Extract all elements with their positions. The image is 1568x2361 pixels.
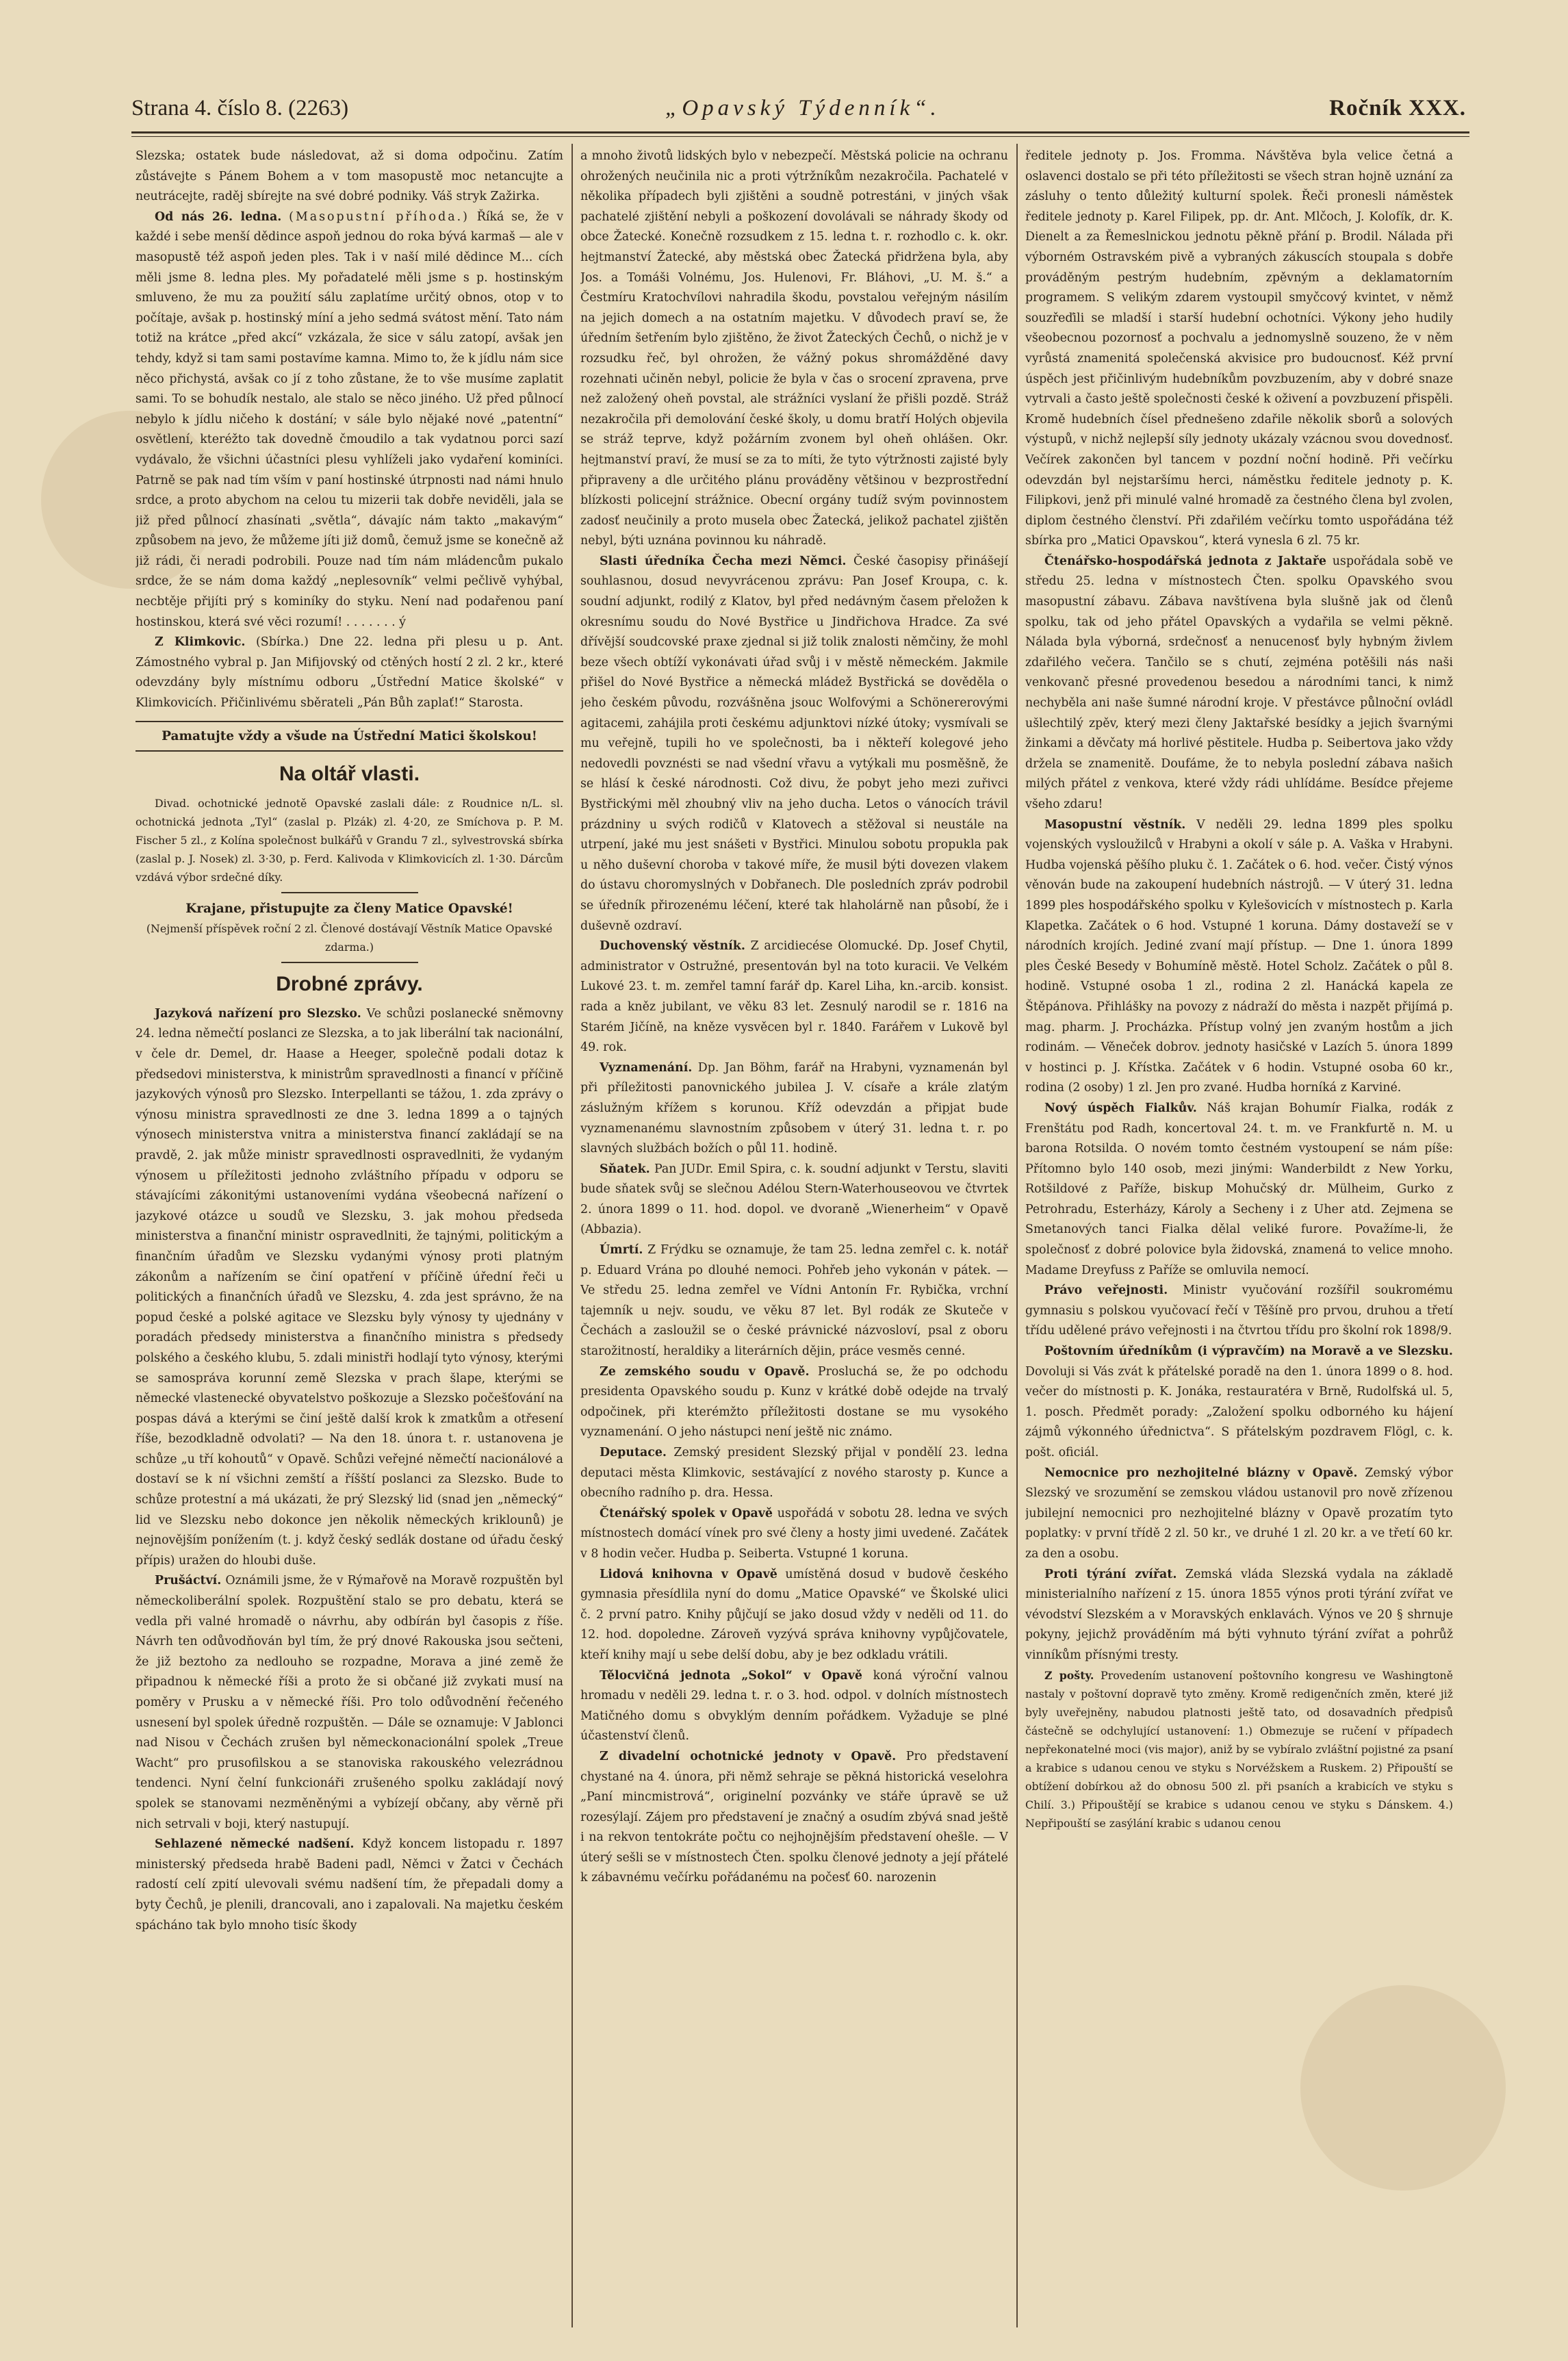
article-body: Pro představení chystané na 4. února, při němž sehraje se pěkná historická veselohra „Paní mincmistrová“, originelní pozvánky ve stáře úpravě se už rozesýlají. Zájem pro představení je značný a osudím zbývá snad ještě i na rekvon tentokráte počtu co nejhojnějším představení ohešle. — V úterý sešli se v místnostech Čten. spolku členové jednoty a její přátelé k zábavnému večírku pořádanému na počesť 60. narozenin	[580, 1749, 1008, 1885]
article-lead: Prušáctví.	[155, 1574, 222, 1588]
article-lead: Duchovenský věstník.	[600, 939, 745, 954]
article-lead: Čtenářský spolek v Opavě	[600, 1506, 773, 1520]
article-body: Říká se, že v každé i sebe menší dědince aspoň jednou do roka bývá karmaš — ale v masopustě též aspoň jeden ples. Tak i v naší milé dědince M... cích měli jsme 8. ledna ples. My pořadatelé měli jsme s p. hostinským smluveno, že mu za použití sálu zaplatíme určitý obnos, otop v to počítaje, avšak p. hostinský míní a jeho sedmá svátost mění. Tato nám totiž na krátce „před akcí“ vzkázala, že sice v sálu zatopí, avšak jen tehdy, když si tam sami postavíme kamna. Mimo to, že k jídlu nám sice něco přichystá, avšak co jí z toho zůstane, že to vše musíme zaplatit sami. To se bohudík nestalo, ale stalo se něco jiného. Už před půlnocí nebylo k jídlu ničeho k dostání; v sále bylo nějaké nové „patentní“ osvětlení, kteréžto tak dovedně čmoudilo a tak vydatnou porci sazí vydávalo, že všichni účastníci plesu vyhlíželi jako vydaření kominíci. Patrně se pak nad tím vším v paní hostinské útrpnosti nad námi hnulo srdce, a proto abychom na celou tu mizerii tak dobře neviděli, jala se již před půlnocí zhasínati „světla“, dávajíc nám takto „makavým“ způsobem na jevo, že můžeme jíti již domů, čemuž jsme se konečně až již rádi, či neradi podrobili. Pouze nad tím nám mládencům pukalo srdce, že se nám doma každý „neplesovník“ velmi pečlivě vyhýbal, necbtěje přijíti prý s kominíky do styku. Není nad podařenou paní hostinskou, která své věci rozumí! . . . . . . . ý	[136, 209, 563, 629]
article-lead: Od nás 26. ledna.	[155, 209, 282, 224]
article-continuation: Slezska; ostatek bude následovat, až si doma odpočinu. Zatím zůstávejte s Pánem Bohem a v tom masopustě moc netancujte a neutrácejte, raděj sbírejte na své dobré podniky. Váš stryk Zažirka.	[136, 149, 563, 204]
header-rule-thin	[131, 136, 1469, 137]
article-lead: Ze zemského soudu v Opavě.	[600, 1364, 810, 1379]
header-rule	[131, 131, 1469, 133]
article-lead: Úmrtí.	[600, 1243, 643, 1258]
newspaper-title: „Opavský Týdenník“.	[665, 96, 940, 120]
article-lead: Deputace.	[600, 1446, 667, 1459]
article-body: Ve schůzi poslanecké sněmovny 24. ledna němečtí poslanci ze Slezska, a to jak liberální tak nacionální, v čele dr. Demel, dr. Haase a Heeger, společně podali dotaz k předsedovi ministerstva, k ministrům spravedlnosti a financí v příčině jazykových výnosů pro Slezsko. Interpellanti se tážou, 1. zda zprávy o výnosu ministra spravedlnosti ze dne 3. ledna 1899 a o tajných výnosech ministerstva vnitra a ministerstva financí zakládají se na pravdě, 2. jak může ministr spravedlnosti ospravedlniti, že vydaným výnosem u příležitosti jednoho zvláštního případu v odporu se stávajícími zákonitými ustanoveními vydána všeobecná nařízení o jazykové otázce u soudů ve Slezsku, 3. jak mohou předseda ministerstva a finanční ministr ospravedlniti, že tajnými, politickým a finančním úřadům ve Slezsku vydanými výnosy proti platným zákonům a nařízením se činí opatření v příčině úřední řeči u politických a finančních úřadů ve Slezsku, 4. zda jest správno, že na popud české a polské agitace ve Slezsku byly výnosy ty ujednány v poradách předsedy ministerstva a finančního ministra s předsedy polského a českého klubu, 5. zdali ministři hodlají tyto výnosy, kterými se samospráva korunní země Slezska v prach šlape, kterými se německé vlastenecké obyvatelstvo poškozuje a Slezsko počešťování na pospas dává a kterými se činí ještě další krok k zmatkům a otřesení říše, bezodkladně odvolati? — Na den 18. února t. r. ustanovena je schůze „u tří kohoutů“ v Opavě. Schůzi veřejné němečtí nacionálové a dostaví se k ní všichni zemští a říšští poslanci za Slezsko. Bude to schůze protestní a má ukázati, že prý Slezský lid (snad jen „německý“ lid ve Slezsku nebo dokonce jen několik německých kriklounů) je nejnovějším ponížením (t. j. když český sedlák dostane od úřadu český přípis) uražen do hloubi duše.	[136, 1006, 563, 1568]
article-duchovensky	[580, 936, 1008, 1058]
article-lead: Sehlazené německé nadšení.	[155, 1837, 355, 1852]
article-pravo	[1025, 1281, 1453, 1342]
article-zemsky-soud	[580, 1362, 1008, 1443]
column-divider	[1016, 144, 1018, 2327]
article-body: Zemský president Slezský přijal v pondělí 23. ledna deputaci města Klimkovic, sestávající z nového starosty p. Kunce a obecního radního p. dra. Hessa.	[580, 1446, 1008, 1501]
divider	[281, 892, 418, 893]
donations-list: Divad. ochotnické jednotě Opavské zaslali dále: z Roudnice n/L. sl. ochotnická jednota „Tyl“ (zaslal p. Plzák) zl. 4·20, ze Smíchova p. P. M. Fischer 5 zl., z Kolína společnost bulkářů v Grandu 7 zl., sylvestrovská sbírka (zaslal p. J. Nosek) zl. 3·30, p. Ferd. Kalivoda v Klimkovicích zl. 1·30. Dárcům vzdává výbor srdečné díky.	[136, 797, 563, 884]
article-knihovna	[580, 1565, 1008, 1666]
page-header	[131, 89, 1466, 130]
article-body: Dp. Jan Böhm, farář na Hrabyni, vyznamenán byl při příležitosti panovnického jubilea J. V. císaře a krále zlatým záslužným křížem s korunou. Kříž odevzdán a připjat bude vyznamenanému slavnostním způsobem v úterý 31. ledna t. r. po slavných službách božích o půl 11. hodině.	[580, 1060, 1008, 1156]
column-divider	[571, 144, 573, 2327]
article-masopustni	[1025, 815, 1453, 1099]
article-od-nas	[136, 207, 563, 633]
section-heading: Na oltář vlasti.	[279, 763, 420, 786]
article-lead: Z Klimkovic.	[155, 635, 246, 650]
article-lead: Poštovním úředníkům (i výpravčím) na Moravě a ve Slezsku.	[1044, 1344, 1453, 1359]
article-lead: Vyznamenání.	[600, 1060, 693, 1075]
article-body: koná výroční valnou hromadu v neděli 29. ledna t. r. o 3. hod. odpol. v dolních místnostech Matičného domu s obvyklým denním pořádkem. Vyžaduje se plné účastenství členů.	[580, 1668, 1008, 1744]
article-lead: Nový úspěch Fialkův.	[1044, 1101, 1197, 1115]
appeal-subtitle: (Nejmenší příspěvek roční 2 zl. Členové dostávají Věstník Matice Opavské zdarma.)	[146, 921, 553, 954]
appeal-title: Krajane, přistupujte za členy Matice Opavské!	[185, 902, 513, 917]
column-3	[1025, 146, 1453, 2323]
article-body: Zemská vláda Slezská vydala na základě ministerialního nařízení z 15. února 1855 výnos proti týrání zvířat ve vévodství Slezském a v Moravských enklavách. Výnos ve 20 § shrnuje pokyny, jejichž prováděním má býti vyhnuto týrání zvířat a pohrůž vinníkům přísnými tresty.	[1025, 1567, 1453, 1662]
article-postovnim	[1025, 1342, 1453, 1464]
article-lead: Proti týrání zvířat.	[1044, 1567, 1177, 1581]
volume-number: Ročník XXX.	[1329, 96, 1466, 120]
article-nadseni	[136, 1835, 563, 1936]
article-lead: Z divadelní ochotnické jednoty v Opavě.	[600, 1749, 897, 1763]
article-sokol	[580, 1666, 1008, 1747]
article-lead: Nemocnice pro nezhojitelné blázny v Opavě.	[1044, 1466, 1358, 1480]
article-continuation: ředitele jednoty p. Jos. Fromma. Návštěva byla velice četná a oslavenci dostalo se při této příležitosti se všech stran hojně uznání za zásluhy o tento důležitý kulturní spolek. Řeči pronesli náměstek ředitele jednoty p. Karel Filipek, pp. dr. Ant. Mlčoch, J. Kolofík, dr. K. Dienelt a za Řemeslnickou jednotu pěkně přání p. Brodil. Nálada při výborném Ostravském pivě a vybraných zákuscích stoupala s dobře prováděným pestrým hudebním, zpěvným a deklamatorním programem. S velikým zdarem vystoupil smyčcový kvintet, v němž souzřeďili se mladší i starší hudební ochotníci. Výkony jeho hudily všeobecnou pozornosť a pochvalu a jednomyslně souzeno, že v něm vyrůstá znamenitá společenská akvisice pro budoucnosť. Kéž první úspěch jest přičinlivým hudebníkům povzbuzením, aby v dobré snaze vytrvali a často ještě společnosti české k oživení a povzbuzení přispěli. Kromě hudebních čísel přednešeno zdařile několik sborů a solových výstupů, v nichž nejlepší síly jednoty ukázaly vzácnou svou dovednosť. Večírek zakončen byl tancem v pozdní noční hodině. Při večírku odevzdán byl nejstaršímu herci, náměstku ředitele jednoty p. K. Filipkovi, jenž při minulé valné hromadě za čestného člena byl zvolen, diplom čestného členství. Při zdařilém večírku tomto uspořádána též sbírka pro „Matici Opavskou“, která vynesla 6 zl. 75 kr.	[1025, 149, 1453, 548]
article-fialka	[1025, 1099, 1453, 1281]
column-2	[580, 146, 1008, 2323]
article-continuation: a mnoho životů lidských bylo v nebezpečí. Městská policie na ochranu ohrožených neučinila nic a proti výtržníkům nezakročila. Pachatelé v několika případech byli zjištěni a soudně potrestáni, v jiných však pachatelé zjištění nebyli a poškození dovolávali se náhrady škody od obce Žatecké. Konečně rozsudkem z 15. ledna t. r. rozhodlo c. k. okr. hejtmanství Žatecké, aby městská obec Žatecká přidržena byla, aby Jos. a Tomáši Volnému, Jos. Hulenovi, Fr. Bláhovi, „U. M. š.“ a Čestmíru Kratochvílovi nahradila škodu, povstalou veřejným násilím na jejich domech a na ostatním majetku. V důvodech praví se, že úředním šetřením bylo zjištěno, že život Žateckých Čechů, o nichž je v rozsudku řeč, byl ohrožen, že vážný pokus shromážděné davy rozehnati učiněn nebyl, policie že byla v čas o srocení zpravena, prve než založený oheň povstal, ale strážníci vyslaní že přišli pozdě. Stráž nezakročila při demolování české školy, u domu bratří Holých objevila se stráž teprve, když požárním zvonem byl oheň ohlášen. Okr. hejtmanství praví, že musí se za to míti, že tyto výtržnosti zajisté byly připraveny a dle určitého plánu prováděny většinou v bezprostřední blízkosti policejní strážnice. Obecní orgány tudíž svým povinnostem zadosť neučinily a proto musela obec Žatecká, jelikož pachatel zjištěn nebyl, býti uznána povinnou ku náhradě.	[580, 149, 1008, 548]
article-nemocnice	[1025, 1464, 1453, 1565]
article-vyznamenani	[580, 1058, 1008, 1160]
article-body: Prosluchá se, že po odchodu presidenta Opavského soudu p. Kunz v krátké době odejde na trvalý odpočinek, při kterémžto příležitosti dostane se mu vysokého vyznamenání. O jeho nástupci není ještě nic známo.	[580, 1364, 1008, 1440]
article-snatek	[580, 1160, 1008, 1240]
article-ctenarsky	[580, 1504, 1008, 1565]
article-lead: Čtenářsko-hospodářská jednota z Jaktaře	[1044, 554, 1326, 568]
article-body: Náš krajan Bohumír Fialka, rodák z Frenštátu pod Radh, koncertoval 24. t. m. ve Frankfurtě n. M. u barona Rotsilda. O novém tomto čestném vystoupení se nám píše: Přítomno bylo 140 osob, mezi jinými: Wanderbildt z New Yorku, Rotšildové z Paříže, biskup Mohučský dr. Mülheim, Gurko z Petrohradu, Esterházy, Károly a Secheny i z Uher atd. Zejmena se Smetanových tanci Fialka dělal veliké furore. Považíme-li, že společnosť z dobré polovice byla židovská, znamená to velice mnoho. Madame Dreyfuss z Paříže se omluvila nemocí.	[1025, 1101, 1453, 1277]
article-lead: Lidová knihovna v Opavě	[600, 1567, 777, 1581]
article-klimkovice	[136, 633, 563, 713]
article-tyrani	[1025, 1565, 1453, 1666]
article-posta	[1025, 1666, 1453, 1833]
article-body: Z Frýdku se oznamuje, že tam 25. ledna zemřel c. k. notář p. Eduard Vrána po dlouhé nemoci. Pohřeb jeho vykonán v pátek. — Ve středu 25. ledna zemřel ve Vídni Antonín Fr. Rybička, vrchní tajemník u nejv. soudu, ve věku 87 let. Byl rodák ze Skuteče v Čechách a zasloužil se o české právnické názvosloví, psal z oboru starožitností, heraldiky a literárních dějin, práce vesměs cenné.	[580, 1243, 1008, 1359]
slogan-box: Pamatujte vždy a všude na Ústřední Matici školskou!	[136, 721, 563, 752]
article-body: Pan JUDr. Emil Spira, c. k. soudní adjunkt v Terstu, slaviti bude sňatek svůj se slečnou Adélou Stern-Waterhouseovou ve čtvrtek 2. února 1899 o 11. hod. dopol. ve dvoraně „Wienerheim“ v Opavě (Abbazia).	[580, 1162, 1008, 1237]
article-umrti	[580, 1240, 1008, 1362]
page-number: Strana 4. číslo 8. (2263)	[131, 96, 349, 120]
article-body: Ministr vyučování rozšířil soukromému gymnasiu s polskou vyučovací řečí v Těšíně pro prvou, druhou a třetí třídu udělené právo veřejnosti i na čtvrtou třídu pro školní rok 1898/9.	[1025, 1284, 1453, 1338]
article-prusactvi	[136, 1571, 563, 1835]
article-lead: Tělocvičná jednota „Sokol“ v Opavě	[600, 1668, 862, 1683]
article-subtitle: (Masopustní příhoda.)	[289, 209, 470, 224]
article-jazykova	[136, 1004, 563, 1572]
section-heading: Drobné zprávy.	[276, 972, 423, 995]
article-body: Provedením ustanovení poštovního kongresu ve Washingtoně nastaly v poštovní dopravě tyto změny. Kromě redigenčních změn, které již byly uveřejněny, nabudou platnosti ještě tato, od dosavadních předpisů částečně se odchylující ustanovení: 1.) Obmezuje se ručení v případech nepřekonatelné moci (vis major), aniž by se vybíralo zvláštní pojistné za psaní a krabice s udanou cenou ve styku s Norvéžskem a Ruskem. 2) Připouští se obtížení dobírkou až do obnosu 500 zl. při psaních a krabicích ve styku s Chilí. 3.) Připouštějí se krabice s udanou cenou ve styku s Dánskem. 4.) Nepřipouští se zasýlání krabic s udanou cenou	[1025, 1668, 1453, 1830]
article-lead: Z pošty.	[1044, 1668, 1094, 1682]
article-body: Oznámili jsme, že v Rýmařově na Moravě rozpuštěn byl německoliberální spolek. Rozpuštění stalo se pro debatu, která se vedla při valné hromadě o návrhu, aby odbírán byl časopis z říše. Návrh ten odůvodňován byl tím, že prý dnové Rakouska jsou sečteni, že již beztoho za nedlouho se rozpadne, Morava a jiné země že připadnou k německé říši a proto že si občané již zvykati musí na poměry v Prusku a v německé říši. Pro tolo odůvodnění řečeného usnesení byl spolek úředně rozpuštěn. — Dále se oznamuje: V Jablonci nad Nisou v Čechách zrušen byl německonacionální spolek „Treue Wacht“ pro prusofilskou a se stanoviska rakouského velezrádnou tendenci. Nyní čelní funkcionáři zrušeného spolku zakládají nový spolek se stanovami nezměněnými a vybízejí občany, aby věrně při nich setrvali v boji, který nastupují.	[136, 1574, 563, 1831]
article-body: uspořádá v sobotu 28. ledna ve svých místnostech domácí vínek pro své členy a hosty jimi uvedené. Začátek v 8 hodin večer. Hudba p. Seiberta. Vstupné 1 koruna.	[580, 1506, 1008, 1561]
divider	[281, 962, 418, 963]
article-jaktar	[1025, 552, 1453, 815]
article-body: Dovoluji si Vás zvát k přátelské poradě na den 1. února 1899 o 8. hod. večer do místnosti p. K. Jonáka, restauratéra v Brně, Rudolfská ul. 5, 1. posch. Předmět porady: „Založení spolku odborného ku hájení zájmů výkonného úřednictva“. S přátelským pozdravem Flögl, c. k. pošt. oficiál.	[1025, 1364, 1453, 1459]
article-lead: Masopustní věstník.	[1044, 817, 1186, 832]
article-lead: Slasti úředníka Čecha mezi Němci.	[600, 554, 847, 568]
article-lead: Právo veřejnosti.	[1044, 1284, 1168, 1298]
article-body: Z arcidiecése Olomucké. Dp. Josef Chytil, administrator v Ostružné, presentován byl na toto kuracii. Ve Velkém Lukové 23. t. m. zemřel tamní farář dp. Karel Liha, kn.-arcib. konsist. rada a kněz jubilant, ve věku 83 let. Zesnulý narodil se r. 1816 na Starém Jičíně, na kněze vysvěcen byl r. 1840. Farářem v Lukově byl 49. rok.	[580, 939, 1008, 1055]
article-lead: Sňatek.	[600, 1162, 650, 1176]
article-body: V neděli 29. ledna 1899 ples spolku vojenských vysloužilců v Hrabyni a okolí v sále p. A. Vaška v Hrabyni. Hudba vojenská pěšího pluku č. 1. Začátek o 6. hod. večer. Čistý výnos věnován bude na zakoupení hudebních nástrojů. — V úterý 31. ledna 1899 ples hospodářského spolku v Kylešovicích v místnostech p. Karla Klapetka. Začátek o 6 hod. Vstupné 1 koruna. Dámy dostaveží se v národních krojích. Jediné zvaní mají přístup. — Dne 1. února 1899 ples České Besedy v Bohumíně městě. Hotel Scholz. Začátek o půl 8. hodině. Vstupné osoba 1 zl., rodina 2 zl. Hanácká kapela ze Štěpánova. Přihlášky na povozy z nádraží do města i nazpět přijímá p. mag. pharm. J. Procházka. Přístup volný jen zvaným hostům a jich rodinám. — Věneček dobrov. jednoty hasičské v Lazích 5. února 1899 v hostinci p. J. Křístka. Začátek v 6 hodin. Vstupné osoba 60 kr., rodina (2 osoby) 1 zl. Jen pro zvané. Hudba horníká z Karviné.	[1025, 817, 1453, 1095]
article-deputace	[580, 1443, 1008, 1504]
column-1	[136, 146, 563, 2323]
article-body: uspořádala sobě ve středu 25. ledna v místnostech Čten. spolku Opavského svou masopustní zábavu. Zábava navštívena byla slušně jak od členů spolku, tak od jeho přátel Opavských a vydařila se velmi pěkně. Nálada byla výborná, srdečnosť a nenucenosť byly hybným živlem zdařilého večera. Tančilo se s chutí, zejména potěšili nás naši venkovanč přesné provedenou besedou a národními tanci, k nimž nechyběla ani naše šumné národní kroje. V přestávce půlnoční ovládl ušlechtilý zpěv, který mezi členy Jaktařské besídky a jejich švarnými žinkami a děvčaty má horlivé pěstitele. Hudba p. Seibertova jako vždy držela se znamenitě. Doufáme, že to nebyla poslední zábava našich milých přátel z venkova, které vždy rádi uhlídáme. Besídce přejeme všeho zdaru!	[1025, 554, 1453, 811]
article-slasti	[580, 552, 1008, 936]
article-body: (Sbírka.) Dne 22. ledna při plesu u p. Ant. Zámostného vybral p. Jan Mifijovský od ctěných hostí 2 zl. 2 kr., které odevzdány byly místnímu odboru „Ústřední Matice školské“ v Klimkovicích. Přičinlivému sběrateli „Pán Bůh zaplať!“ Starosta.	[136, 635, 563, 711]
article-body: Zemský výbor Slezský ve srozumění se zemskou vládou ustanovil pro nově zřízenou jubilejní nemocnici pro nezhojitelné blázny v Opavě prozatím tyto poplatky: v první třídě 2 zl. 50 kr., ve druhé 1 zl. 20 kr. a ve třetí 60 kr. za den a osobu.	[1025, 1466, 1453, 1561]
article-lead: Jazyková nařízení pro Slezsko.	[155, 1006, 361, 1021]
article-body: umístěná dosud v budově českého gymnasia přesídlila nyní do domu „Matice Opavské“ ve Školské ulici č. 2 první patro. Knihy půjčují se jako dosud vždy v neděli od 11. do 12. hod. dopoledne. Zároveň vyzývá správa knihovny vypůjčovatele, kteří knihy mají u sebe delší dobu, aby je bez odkladu vrátili.	[580, 1567, 1008, 1662]
article-body: České časopisy přinášejí souhlasnou, dosud nevyvrácenou zprávu: Pan Josef Kroupa, c. k. soudní adjunkt, rodilý z Klatov, byl před nedávným časem přeložen k okresnímu soudu do Nové Bystřice u Jindřichova Hradce. Za své dřívější soudcovské praxe zjednal si již tolik znalosti němčiny, že mohl beze všech obtíží vykonávati úřad svůj i v městě německém. Jakmile přišel do Nové Bystřice a německá mládež Bystřická se dověděla o jeho českém původu, rozvášněna jsouc Wolfovými a Schönererovými agitacemi, zahájila proti českému adjunktovi nízké útoky; vysmívali se mu veřejně, tupili ho ve společnosti, ba i někteří kolegové jeho nedovedli povznésti se nad všední vřavu a vytýkali mu posměšně, že se hlásí k české národnosti. Což divu, že pobyt jeho mezi zuřivci Bystřickými měl zhoubný vliv na jeho ducha. Letos o vánocích trávil prázdniny u svých rodičů v Klatovech a stěžoval si neustále na utrpení, jaké mu jest snášeti v Bystřici. Minulou sobotu propukla pak u něho duševní choroba v takové míře, že musil býti dovezen vlakem do ústavu choromyslných v Dobřanech. Dle posledních zpráv podrobil se úředník přirozenému léčení, které tak hlaholárně nan působí, že i duševně ozdraví.	[580, 554, 1008, 933]
article-body: Když koncem listopadu r. 1897 ministerský předseda hrabě Badeni padl, Němci v Žatci v Čechách radostí celí zpití ulevovali svému nadšení tím, že přepadali domy a byty Čechů, je plenili, drancovali, ano i zapalovali. Na majetku českém spácháno tak bylo mnoho tisíc škody	[136, 1837, 563, 1932]
article-divadelni	[580, 1747, 1008, 1889]
